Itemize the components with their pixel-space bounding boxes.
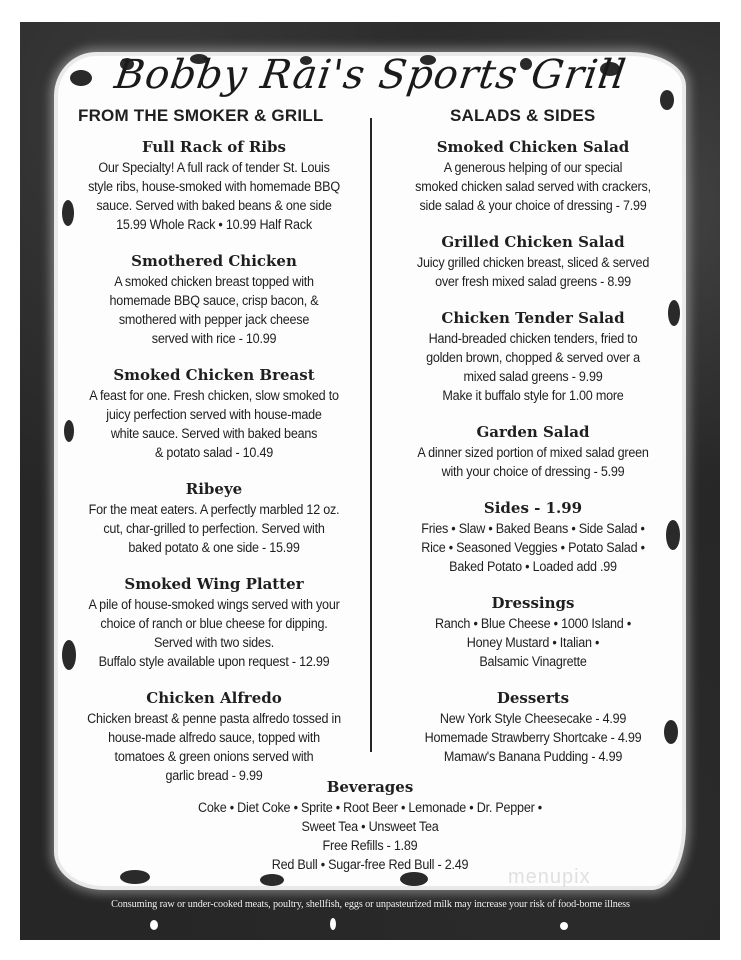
price-line: over fresh mixed salad greens - 8.99: [435, 274, 631, 289]
item-description: [71, 272, 357, 348]
menu-section-beverages: [130, 777, 610, 874]
item-name: Beverages: [326, 778, 414, 796]
price-line: served with rice - 10.99: [151, 331, 277, 346]
price-line: Mamaw's Banana Pudding - 4.99: [443, 749, 623, 764]
item-name: Smoked Chicken Salad: [436, 138, 630, 156]
menu-item-ribeye: [62, 479, 366, 557]
desc-line: A pile of house-smoked wings served with your: [88, 597, 340, 612]
item-description: [400, 614, 665, 671]
item-name: Desserts: [496, 689, 570, 707]
desc-line: sauce. Served with baked beans & one side: [96, 198, 332, 213]
desc-line: choice of ranch or blue cheese for dipping.: [100, 616, 328, 631]
menu-item-smothered-chicken: [62, 251, 366, 348]
price-line: & potato salad - 10.49: [155, 445, 273, 460]
item-name: Smothered Chicken: [131, 252, 297, 270]
item-name: Dressings: [491, 594, 575, 612]
item-name: Chicken Tender Salad: [441, 309, 625, 327]
item-description: [71, 158, 357, 234]
item-description: [400, 253, 665, 291]
price-line: New York Style Cheesecake - 4.99: [439, 711, 627, 726]
desc-line: Sweet Tea • Unsweet Tea: [301, 819, 439, 834]
desc-line: Honey Mustard • Italian •: [466, 635, 600, 650]
item-name: Garden Salad: [476, 423, 590, 441]
menu-section-dressings: [392, 593, 674, 671]
section-header-salads-sides: SALADS & SIDES: [450, 106, 596, 125]
item-name: Sides - 1.99: [483, 499, 583, 517]
item-name: Chicken Alfredo: [146, 689, 282, 707]
desc-line: house-made alfredo sauce, topped with: [108, 730, 320, 745]
desc-line: Juicy grilled chicken breast, sliced & served: [416, 255, 650, 270]
item-description: [71, 709, 357, 785]
desc-line: Served with two sides.: [153, 635, 275, 650]
desc-line: cut, char-grilled to perfection. Served with: [103, 521, 325, 536]
restaurant-title: Bobby Rai's Sports Grill: [111, 52, 630, 98]
menu-item-chicken-tender-salad: [392, 308, 674, 405]
item-description: [71, 500, 357, 557]
price-line: Homemade Strawberry Shortcake - 4.99: [424, 730, 642, 745]
column-divider: [370, 118, 372, 752]
price-line: Red Bull • Sugar-free Red Bull - 2.49: [271, 857, 469, 872]
food-safety-disclaimer: Consuming raw or under-cooked meats, poultry, shellfish, eggs or unpasteurized milk may increase your risk of food-borne illness: [111, 899, 630, 910]
section-header-smoker-grill: FROM THE SMOKER & GRILL: [78, 106, 324, 125]
menu-item-garden-salad: [392, 422, 674, 481]
item-name: Grilled Chicken Salad: [441, 233, 625, 251]
item-name: Ribeye: [185, 480, 243, 498]
price-line: Buffalo style available upon request - 12.99: [98, 654, 330, 669]
desc-line: A generous helping of our special: [443, 160, 623, 175]
item-description: [71, 595, 357, 671]
desc-line: style ribs, house-smoked with homemade BBQ: [88, 179, 340, 194]
menu-item-smoked-chicken-salad: [392, 137, 674, 215]
desc-line: Balsamic Vinagrette: [479, 654, 587, 669]
item-description: [400, 158, 665, 215]
desc-line: smoked chicken salad served with crackers,: [415, 179, 651, 194]
price-line: baked potato & one side - 15.99: [128, 540, 300, 555]
desc-line: Ranch • Blue Cheese • 1000 Island •: [434, 616, 632, 631]
desc-line: golden brown, chopped & served over a: [426, 350, 640, 365]
price-line: with your choice of dressing - 5.99: [441, 464, 625, 479]
price-line: Free Refills - 1.89: [322, 838, 418, 853]
item-description: [400, 443, 665, 481]
price-line: garlic bread - 9.99: [165, 768, 263, 783]
menu-item-grilled-chicken-salad: [392, 232, 674, 291]
price-line: mixed salad greens - 9.99: [463, 369, 603, 384]
desc-line: juicy perfection served with house-made: [106, 407, 322, 422]
left-column: [62, 137, 366, 802]
desc-line: homemade BBQ sauce, crisp bacon, &: [109, 293, 319, 308]
desc-line: Chicken breast & penne pasta alfredo tossed in: [87, 711, 341, 726]
desc-line: Baked Potato • Loaded add .99: [449, 559, 617, 574]
price-line: side salad & your choice of dressing - 7.99: [419, 198, 647, 213]
desc-line: A smoked chicken breast topped with: [114, 274, 314, 289]
menupix-watermark: menupix: [508, 866, 591, 888]
item-description: [71, 386, 357, 462]
desc-line: smothered with pepper jack cheese: [118, 312, 310, 327]
item-name: Smoked Wing Platter: [124, 575, 304, 593]
desc-line: Fries • Slaw • Baked Beans • Side Salad •: [421, 521, 645, 536]
item-description: [144, 798, 595, 874]
item-description: [400, 709, 665, 766]
menu-section-desserts: [392, 688, 674, 766]
desc-line: Our Specialty! A full rack of tender St. Louis: [98, 160, 330, 175]
item-description: [400, 519, 665, 576]
price-line: 15.99 Whole Rack • 10.99 Half Rack: [116, 217, 312, 232]
item-name: Smoked Chicken Breast: [113, 366, 315, 384]
desc-line: A dinner sized portion of mixed salad green: [417, 445, 649, 460]
desc-line: Make it buffalo style for 1.00 more: [442, 388, 624, 403]
desc-line: white sauce. Served with baked beans: [110, 426, 318, 441]
desc-line: For the meat eaters. A perfectly marbled 12 oz.: [88, 502, 340, 517]
desc-line: tomatoes & green onions served with: [114, 749, 314, 764]
desc-line: Rice • Seasoned Veggies • Potato Salad •: [421, 540, 645, 555]
right-column: [392, 137, 674, 783]
desc-line: A feast for one. Fresh chicken, slow smoked to: [89, 388, 339, 403]
menu-item-full-rack-of-ribs: [62, 137, 366, 234]
menu-section-sides: [392, 498, 674, 576]
item-name: Full Rack of Ribs: [142, 138, 286, 156]
item-description: [400, 329, 665, 405]
desc-line: Coke • Diet Coke • Sprite • Root Beer • Lemonade • Dr. Pepper •: [198, 800, 542, 815]
menu-item-smoked-chicken-breast: [62, 365, 366, 462]
menu-item-chicken-alfredo: [62, 688, 366, 785]
menu-item-smoked-wing-platter: [62, 574, 366, 671]
desc-line: Hand-breaded chicken tenders, fried to: [428, 331, 638, 346]
